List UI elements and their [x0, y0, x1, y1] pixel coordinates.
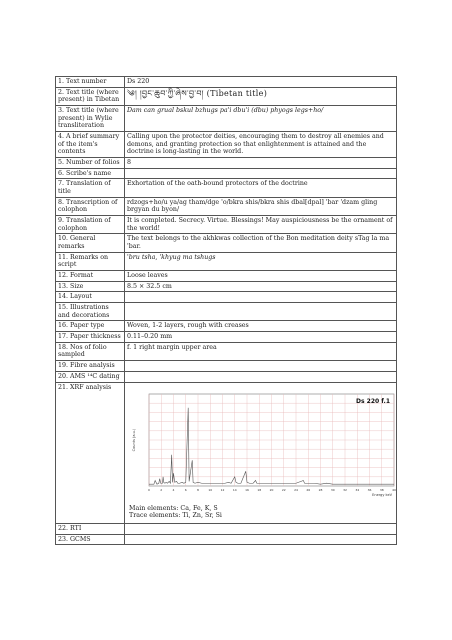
row-label: 7. Translation of title — [56, 179, 125, 197]
row-label: 5. Number of folios — [56, 158, 125, 169]
x-tick-label: 26 — [306, 487, 311, 492]
row-label: 3. Text title (where present) in Wylie transliteration — [56, 106, 125, 132]
x-tick-label: 40 — [392, 487, 396, 492]
x-tick-label: 32 — [343, 487, 347, 492]
row-value: The text belongs to the akhkwas collection of the Bon meditation deity sTag la ma 'bar. — [125, 234, 397, 252]
document-table — [55, 76, 397, 545]
table-row — [56, 168, 397, 179]
row-label: 4. A brief summary of the item's contents — [56, 132, 125, 158]
table-row — [56, 234, 397, 252]
x-axis-label: Energy keV — [372, 492, 392, 497]
row-label: 2. Text title (where present) in Tibetan — [56, 87, 125, 105]
row-label: 14. Layout — [56, 292, 125, 303]
x-tick-label: 30 — [330, 487, 335, 492]
table-row — [56, 179, 397, 197]
x-tick-label: 22 — [281, 487, 286, 492]
trace-elements: Trace elements: Ti, Zn, Sr, Si — [129, 512, 222, 520]
row-label: 16. Paper type — [56, 321, 125, 332]
row-value: Exhortation of the oath-bound protectors of the doctrine — [125, 179, 397, 197]
x-tick-label: 10 — [208, 487, 213, 492]
row-value: 0.11–0.20 mm — [125, 332, 397, 343]
row-label: 15. Illustrations and decorations — [56, 303, 125, 321]
row-value — [125, 361, 397, 372]
table-row — [56, 158, 397, 169]
row-value — [125, 292, 397, 303]
row-value: Woven, 1-2 layers, rough with creases — [125, 321, 397, 332]
row-label: 9. Translation of colophon — [56, 216, 125, 234]
table-row — [56, 106, 397, 132]
table-row — [56, 361, 397, 372]
row-label: 18. Nos of folio sampled — [56, 342, 125, 360]
table-row — [56, 87, 397, 105]
row-value: 'bru tsha, 'khyug ma tshugs — [125, 252, 397, 270]
x-tick-label: 8 — [197, 487, 199, 492]
row-value: Dam can grual bskul bzhugs pa'i dbu'i (dbu) phyogs legs+ho/ — [125, 106, 397, 132]
table-row — [56, 252, 397, 270]
table-row — [56, 281, 397, 292]
x-tick-label: 12 — [220, 487, 225, 492]
table-row — [56, 292, 397, 303]
table-row — [56, 216, 397, 234]
row-label: 22. RTI — [56, 523, 125, 534]
table-row — [56, 534, 397, 545]
row-label: 21. XRF analysis — [56, 382, 125, 523]
row-value: Ds 220 — [125, 77, 397, 88]
row-label: 17. Paper thickness — [56, 332, 125, 343]
table-row — [56, 77, 397, 88]
x-tick-label: 16 — [245, 487, 249, 492]
x-tick-label: 34 — [355, 487, 360, 492]
x-tick-label: 38 — [379, 487, 384, 492]
row-value: 8 — [125, 158, 397, 169]
x-tick-label: 6 — [184, 487, 187, 492]
table-row — [56, 321, 397, 332]
row-value — [125, 303, 397, 321]
tibetan-title: ༄། །བྱང་ཆུབ་ཀྱི་ཞེས་བྱ་བ། (Tibetan title) — [125, 87, 397, 105]
table-row — [56, 271, 397, 282]
row-label: 6. Scribe's name — [56, 168, 125, 179]
table-row — [56, 132, 397, 158]
table-row — [56, 382, 397, 523]
row-value: f. 1 right margin upper area — [125, 342, 397, 360]
table-row — [56, 332, 397, 343]
x-tick-label: 36 — [367, 487, 372, 492]
row-label: 23. GCMS — [56, 534, 125, 545]
row-label: 12. Format — [56, 271, 125, 282]
table-row — [56, 303, 397, 321]
row-label: 20. AMS ¹⁴C dating — [56, 371, 125, 382]
row-label: 19. Fibre analysis — [56, 361, 125, 372]
main-elements: Main elements: Ca, Fe, K, S — [129, 504, 218, 512]
table-row — [56, 523, 397, 534]
row-label: 1. Text number — [56, 77, 125, 88]
row-value: 8.5 × 32.5 cm — [125, 281, 397, 292]
row-label: 10. General remarks — [56, 234, 125, 252]
row-value: Loose leaves — [125, 271, 397, 282]
row-label: 8. Transcription of colophon — [56, 197, 125, 215]
x-tick-label: 18 — [257, 487, 262, 492]
x-tick-label: 14 — [232, 487, 237, 492]
row-label: 11. Remarks on script — [56, 252, 125, 270]
x-tick-label: 4 — [172, 487, 175, 492]
table-row — [56, 197, 397, 215]
x-tick-label: 0 — [148, 487, 150, 492]
row-value: Calling upon the protector deities, encouraging them to destroy all enemies and demons, and granting protection so that enlightenment is attained and the doctrine is long-lasting in the world. — [125, 132, 397, 158]
row-label: 13. Size — [56, 281, 125, 292]
table-row — [56, 371, 397, 382]
row-value — [125, 534, 397, 545]
row-value — [125, 523, 397, 534]
row-value — [125, 168, 397, 179]
y-axis-label: Counts (a.u.) — [132, 428, 136, 451]
row-value — [125, 371, 397, 382]
x-tick-label: 24 — [294, 487, 298, 492]
xrf-cell — [125, 382, 397, 523]
x-tick-label: 28 — [318, 487, 323, 492]
x-tick-label: 2 — [160, 487, 163, 492]
row-value: rdzogs+ho/u ya/ag tham/dge 'o/bkra shis/bkra shis dbal[dpal] 'bar 'dzam gling brgyan du byon/ — [125, 197, 397, 215]
x-tick-label: 20 — [269, 487, 274, 492]
xrf-spectrum-chart — [127, 384, 404, 504]
row-value: It is completed. Secrecy. Virtue. Blessings! May auspiciousness be the ornament of the world! — [125, 216, 397, 234]
chart-title: Ds 220 f.1 — [356, 397, 390, 405]
table-row — [56, 342, 397, 360]
